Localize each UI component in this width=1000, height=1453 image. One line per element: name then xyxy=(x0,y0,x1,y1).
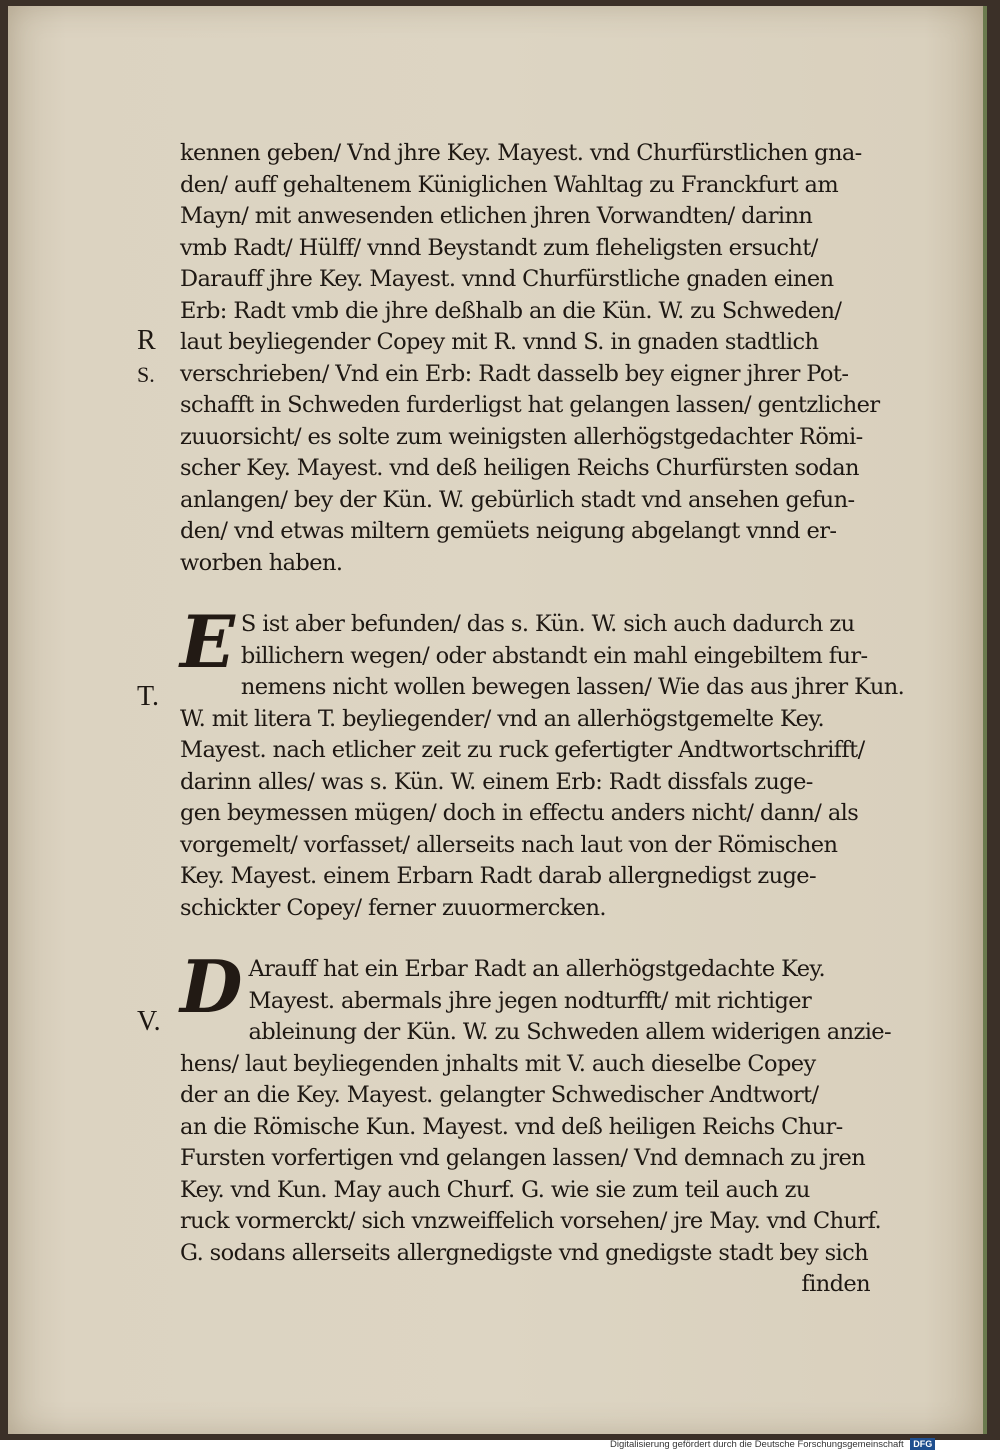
digitization-footer xyxy=(610,1437,1000,1453)
text-line: Mayest. abermals jhre jegen nodturfft/ mit richtiger xyxy=(248,987,812,1014)
text-line: den/ vnd etwas miltern gemüets neigung abgelangt vnnd er- xyxy=(180,518,837,544)
catchword: finden xyxy=(801,1271,870,1297)
margin-note-v: V. xyxy=(137,1006,161,1037)
text-line: schickter Copey/ ferner zuuormercken. xyxy=(180,894,606,921)
text-line: Arauff hat ein Erbar Radt an allerhögstgedachte Key. xyxy=(248,956,826,982)
text-line: S ist aber befunden/ das s. Kün. W. sich auch dadurch zu xyxy=(240,611,855,637)
text-line: billichern wegen/ oder abstandt ein mahl eingebiltem fur- xyxy=(240,642,868,669)
text-line: verschrieben/ Vnd ein Erb: Radt dasselb bey eigner jhrer Pot- xyxy=(180,360,849,387)
paragraph-1 xyxy=(180,138,880,579)
paragraph-2 xyxy=(180,599,905,924)
main-text xyxy=(180,138,905,1331)
text-line: Fursten vorfertigen vnd gelangen lassen/ Vnd demnach zu jren xyxy=(180,1145,866,1171)
text-line: G. sodans allerseits allergnedigste vnd gnedigste stadt bey sich xyxy=(180,1239,869,1266)
text-line: Mayest. nach etlicher zeit zu ruck gefertigter Andtwortschrifft/ xyxy=(180,737,865,763)
text-line: scher Key. Mayest. vnd deß heiligen Reichs Churfürsten sodan xyxy=(180,455,859,481)
text-line: vmb Radt/ Hülff/ vnnd Beystandt zum fleheligsten ersucht/ xyxy=(180,234,818,261)
dfg-logo: DFG xyxy=(910,1438,935,1450)
text-line: W. mit litera T. beyliegender/ vnd an allerhögstgemelte Key. xyxy=(180,705,825,732)
text-line: laut beyliegender Copey mit R. vnnd S. in gnaden stadtlich xyxy=(180,329,819,355)
text-line: kennen geben/ Vnd jhre Key. Mayest. vnd Churfürstlichen gna- xyxy=(180,140,862,166)
text-line: nemens nicht wollen bewegen lassen/ Wie das aus jhrer Kun. xyxy=(240,674,905,700)
text-line: Erb: Radt vmb die jhre deßhalb an die Kün. W. zu Schweden/ xyxy=(180,297,842,324)
text-line: Key. vnd Kun. May auch Churf. G. wie sie zum teil auch zu xyxy=(180,1176,810,1203)
text-line: ruck vormerckt/ sich vnzweiffelich vorsehen/ jre May. vnd Churf. xyxy=(180,1208,882,1234)
text-line: den/ auff gehaltenem Küniglichen Wahltag zu Franckfurt am xyxy=(180,171,839,198)
footer-text: Digitalisierung gefördert durch die Deutsche Forschungsgemeinschaft xyxy=(610,1439,904,1450)
text-line: zuuorsicht/ es solte zum weinigsten allerhögstgedachter Römi- xyxy=(180,423,863,450)
text-line: schafft in Schweden furderligst hat gelangen lassen/ gentzlicher xyxy=(180,392,880,418)
text-line: der an die Key. Mayest. gelangter Schwedischer Andtwort/ xyxy=(180,1082,819,1108)
margin-note-r: R xyxy=(137,325,156,356)
text-line: hens/ laut beyliegenden jnhalts mit V. auch dieselbe Copey xyxy=(180,1050,816,1077)
paragraph-3 xyxy=(180,944,892,1301)
text-line: anlangen/ bey der Kün. W. gebürlich stadt vnd ansehen gefun- xyxy=(180,486,855,513)
text-line: worben haben. xyxy=(180,549,343,576)
text-line: Key. Mayest. einem Erbarn Radt darab allergnedigst zuge- xyxy=(180,863,817,889)
drop-cap-initial: E xyxy=(180,599,235,684)
margin-note-s: S. xyxy=(137,362,155,387)
text-line: ableinung der Kün. W. zu Schweden allem widerigen anzie- xyxy=(248,1019,892,1045)
text-line: gen beymessen mügen/ doch in effectu anders nicht/ dann/ als xyxy=(180,800,859,826)
margin-note-t: T. xyxy=(137,681,160,712)
text-line: Darauff jhre Key. Mayest. vnnd Churfürstliche gnaden einen xyxy=(180,266,834,292)
text-line: Mayn/ mit anwesenden etlichen jhren Vorwandten/ darinn xyxy=(180,203,813,229)
text-line: darinn alles/ was s. Kün. W. einem Erb: Radt dissfals zuge- xyxy=(180,768,813,795)
text-line: vorgemelt/ vorfasset/ allerseits nach laut von der Römischen xyxy=(180,831,838,858)
text-line: an die Römische Kun. Mayest. vnd deß heiligen Reichs Chur- xyxy=(180,1113,843,1140)
drop-cap-initial: D xyxy=(180,944,243,1029)
